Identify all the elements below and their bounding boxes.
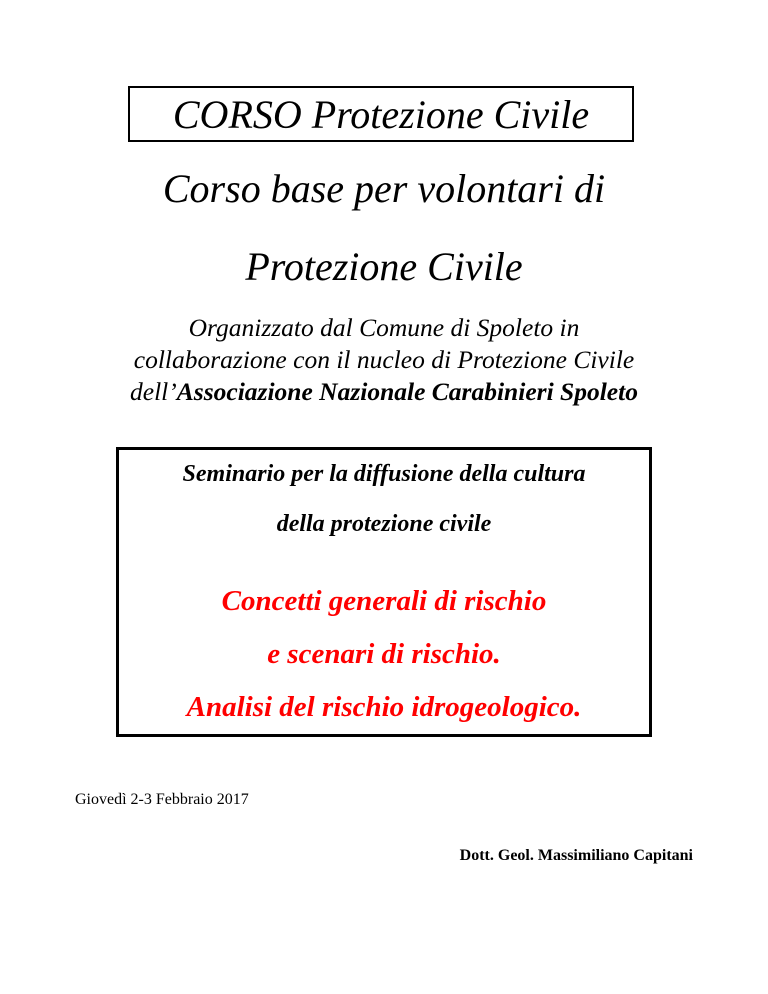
seminar-line-2: della protezione civile xyxy=(276,511,492,537)
organizer-line-3 xyxy=(0,377,768,407)
organizer-association-name: Associazione Nazionale Carabinieri Spoleto xyxy=(176,377,638,406)
subtitle-line-2: Protezione Civile xyxy=(245,244,523,289)
seminar-line-1: Seminario per la diffusione della cultura xyxy=(182,461,586,487)
seminar-box xyxy=(116,447,652,737)
course-title: CORSO Protezione Civile xyxy=(172,91,590,137)
seminar-topic-1: Concetti generali di rischio xyxy=(221,585,547,617)
organizer-line-3-prefix: dell’ xyxy=(130,377,177,406)
seminar-topic-2: e scenari di rischio. xyxy=(267,638,501,670)
organizer-line-2: collaborazione con il nucleo di Protezione Civile xyxy=(133,345,635,374)
course-title-box xyxy=(128,86,634,142)
subtitle-line-1: Corso base per volontari di xyxy=(162,166,606,211)
seminar-topic-3: Analisi del rischio idrogeologico. xyxy=(186,691,582,723)
seminar-date: Giovedì 2-3 Febbraio 2017 xyxy=(75,791,249,808)
organizer-line-1: Organizzato dal Comune di Spoleto in xyxy=(188,313,580,342)
author-name: Dott. Geol. Massimiliano Capitani xyxy=(459,847,693,864)
